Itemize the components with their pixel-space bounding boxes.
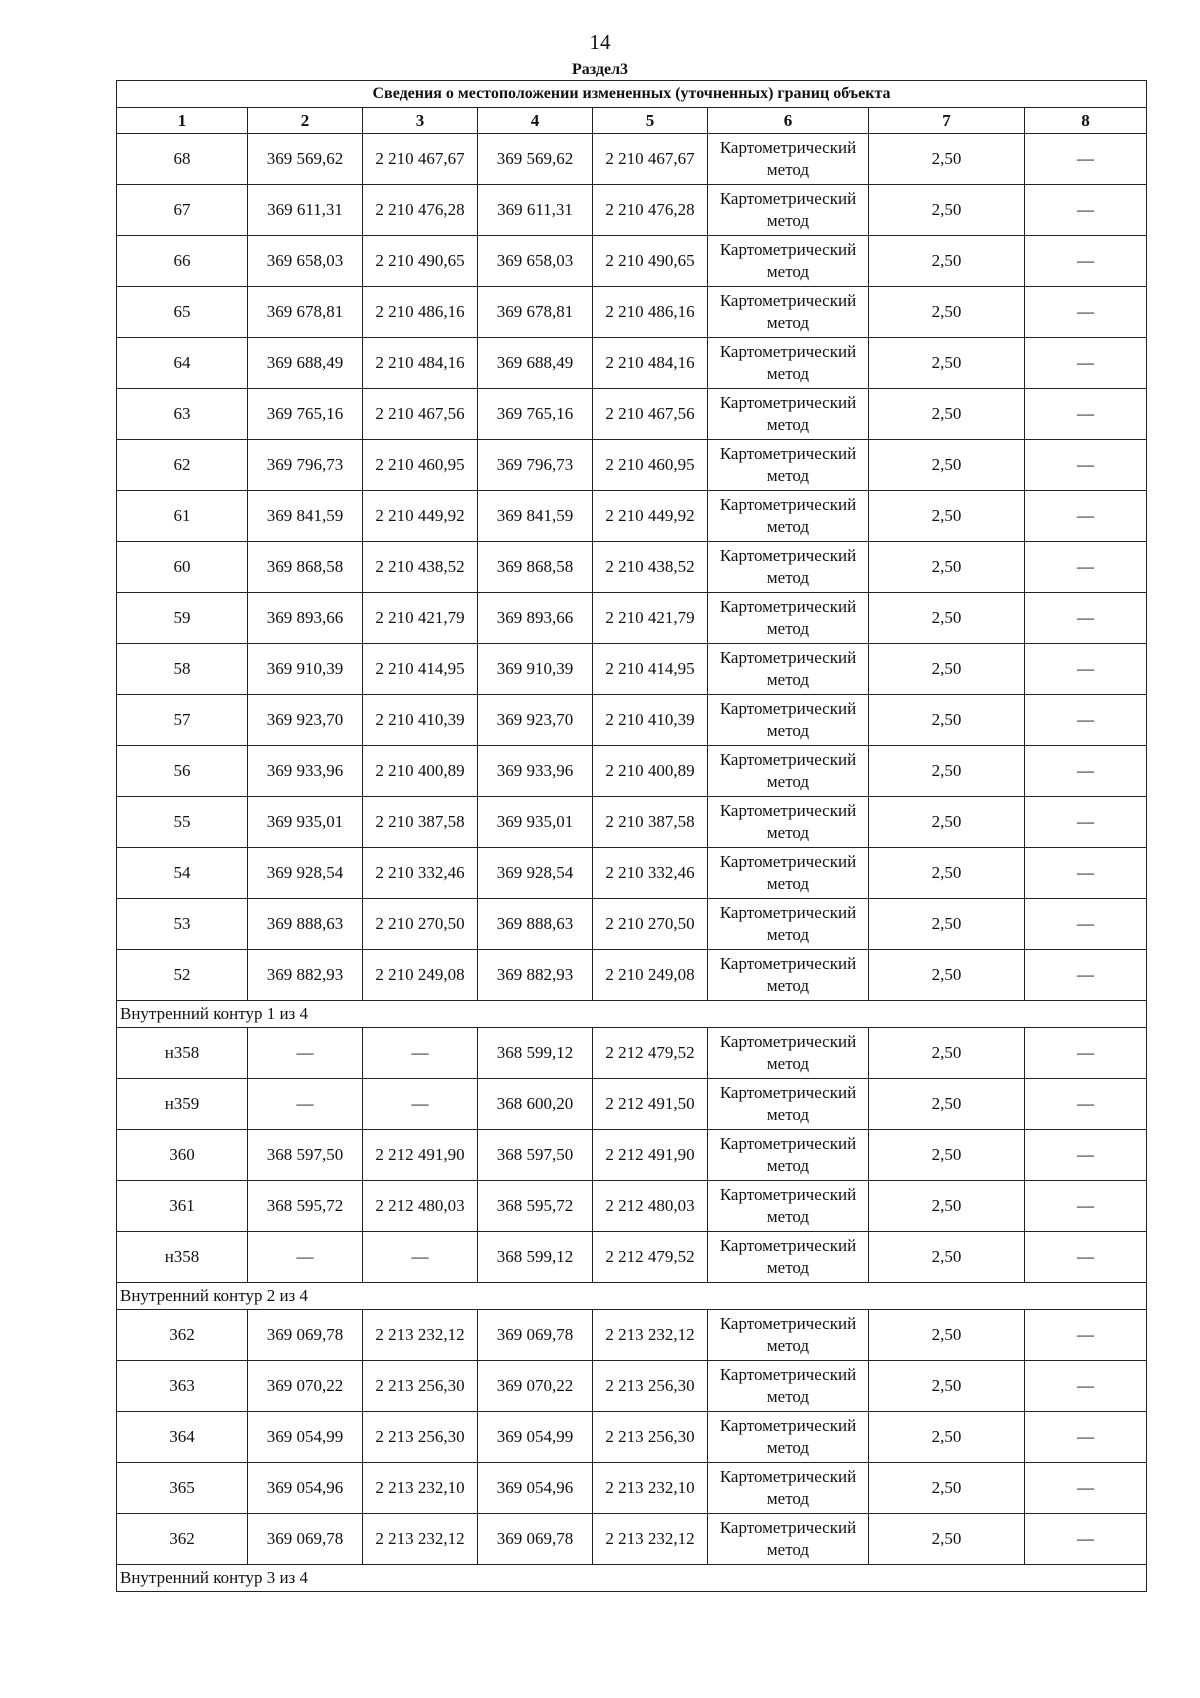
accuracy-cell: 2,50 bbox=[869, 1514, 1025, 1565]
new-y-cell: 2 212 491,50 bbox=[593, 1079, 708, 1130]
new-x-cell: 369 054,99 bbox=[478, 1412, 593, 1463]
contour-header-row bbox=[117, 1001, 1147, 1028]
new-x-cell: 368 595,72 bbox=[478, 1181, 593, 1232]
old-y-cell: 2 210 460,95 bbox=[363, 440, 478, 491]
method-cell: Картометрический метод bbox=[708, 134, 869, 185]
new-x-cell: 368 600,20 bbox=[478, 1079, 593, 1130]
new-x-cell: 368 599,12 bbox=[478, 1232, 593, 1283]
method-cell: Картометрический метод bbox=[708, 1181, 869, 1232]
new-x-cell: 368 597,50 bbox=[478, 1130, 593, 1181]
table-row bbox=[117, 440, 1147, 491]
point-number-cell: 362 bbox=[117, 1514, 248, 1565]
old-y-cell: 2 210 467,67 bbox=[363, 134, 478, 185]
description-cell: — bbox=[1025, 950, 1147, 1001]
new-x-cell: 369 882,93 bbox=[478, 950, 593, 1001]
description-cell: — bbox=[1025, 1310, 1147, 1361]
new-x-cell: 369 611,31 bbox=[478, 185, 593, 236]
description-cell: — bbox=[1025, 797, 1147, 848]
point-number-cell: 58 bbox=[117, 644, 248, 695]
description-cell: — bbox=[1025, 848, 1147, 899]
old-x-cell: 369 923,70 bbox=[248, 695, 363, 746]
method-cell: Картометрический метод bbox=[708, 1130, 869, 1181]
column-number-row bbox=[117, 108, 1147, 134]
table-row bbox=[117, 389, 1147, 440]
method-cell: Картометрический метод bbox=[708, 1310, 869, 1361]
table-row bbox=[117, 338, 1147, 389]
method-cell: Картометрический метод bbox=[708, 287, 869, 338]
new-y-cell: 2 210 414,95 bbox=[593, 644, 708, 695]
accuracy-cell: 2,50 bbox=[869, 1361, 1025, 1412]
new-x-cell: 369 069,78 bbox=[478, 1514, 593, 1565]
accuracy-cell: 2,50 bbox=[869, 1310, 1025, 1361]
table-row bbox=[117, 1181, 1147, 1232]
method-cell: Картометрический метод bbox=[708, 848, 869, 899]
old-y-cell: 2 213 256,30 bbox=[363, 1361, 478, 1412]
point-number-cell: 363 bbox=[117, 1361, 248, 1412]
method-cell: Картометрический метод bbox=[708, 338, 869, 389]
point-number-cell: н358 bbox=[117, 1232, 248, 1283]
new-y-cell: 2 210 467,56 bbox=[593, 389, 708, 440]
old-y-cell: 2 210 490,65 bbox=[363, 236, 478, 287]
accuracy-cell: 2,50 bbox=[869, 491, 1025, 542]
old-y-cell: 2 213 232,10 bbox=[363, 1463, 478, 1514]
method-cell: Картометрический метод bbox=[708, 950, 869, 1001]
new-x-cell: 369 888,63 bbox=[478, 899, 593, 950]
old-y-cell: 2 210 270,50 bbox=[363, 899, 478, 950]
description-cell: — bbox=[1025, 1412, 1147, 1463]
old-x-cell: 369 888,63 bbox=[248, 899, 363, 950]
description-cell: — bbox=[1025, 236, 1147, 287]
method-cell: Картометрический метод bbox=[708, 1079, 869, 1130]
table-row bbox=[117, 1130, 1147, 1181]
new-x-cell: 369 910,39 bbox=[478, 644, 593, 695]
contour-label: Внутренний контур 1 из 4 bbox=[117, 1001, 1147, 1028]
old-x-cell: 369 658,03 bbox=[248, 236, 363, 287]
old-x-cell: 369 765,16 bbox=[248, 389, 363, 440]
method-cell: Картометрический метод bbox=[708, 1412, 869, 1463]
table-row bbox=[117, 695, 1147, 746]
old-x-cell: 369 054,99 bbox=[248, 1412, 363, 1463]
old-x-cell: 368 597,50 bbox=[248, 1130, 363, 1181]
old-y-cell: 2 213 256,30 bbox=[363, 1412, 478, 1463]
old-x-cell: 369 611,31 bbox=[248, 185, 363, 236]
new-x-cell: 369 893,66 bbox=[478, 593, 593, 644]
accuracy-cell: 2,50 bbox=[869, 695, 1025, 746]
new-x-cell: 369 688,49 bbox=[478, 338, 593, 389]
old-x-cell: — bbox=[248, 1028, 363, 1079]
column-number: 7 bbox=[869, 108, 1025, 134]
method-cell: Картометрический метод bbox=[708, 389, 869, 440]
description-cell: — bbox=[1025, 491, 1147, 542]
description-cell: — bbox=[1025, 1079, 1147, 1130]
method-cell: Картометрический метод bbox=[708, 1463, 869, 1514]
method-cell: Картометрический метод bbox=[708, 185, 869, 236]
old-x-cell: 369 070,22 bbox=[248, 1361, 363, 1412]
old-x-cell: 369 054,96 bbox=[248, 1463, 363, 1514]
point-number-cell: н358 bbox=[117, 1028, 248, 1079]
contour-header-row bbox=[117, 1565, 1147, 1592]
description-cell: — bbox=[1025, 287, 1147, 338]
method-cell: Картометрический метод bbox=[708, 695, 869, 746]
page-number: 14 bbox=[589, 30, 611, 54]
method-cell: Картометрический метод bbox=[708, 440, 869, 491]
accuracy-cell: 2,50 bbox=[869, 338, 1025, 389]
method-cell: Картометрический метод bbox=[708, 593, 869, 644]
new-x-cell: 369 658,03 bbox=[478, 236, 593, 287]
old-x-cell: 369 928,54 bbox=[248, 848, 363, 899]
column-number: 3 bbox=[363, 108, 478, 134]
new-y-cell: 2 210 270,50 bbox=[593, 899, 708, 950]
accuracy-cell: 2,50 bbox=[869, 899, 1025, 950]
contour-label: Внутренний контур 2 из 4 bbox=[117, 1283, 1147, 1310]
new-x-cell: 369 928,54 bbox=[478, 848, 593, 899]
new-y-cell: 2 213 256,30 bbox=[593, 1361, 708, 1412]
column-number: 5 bbox=[593, 108, 708, 134]
new-y-cell: 2 210 387,58 bbox=[593, 797, 708, 848]
point-number-cell: н359 bbox=[117, 1079, 248, 1130]
accuracy-cell: 2,50 bbox=[869, 1412, 1025, 1463]
table-row bbox=[117, 1028, 1147, 1079]
old-y-cell: 2 210 410,39 bbox=[363, 695, 478, 746]
table-row bbox=[117, 1514, 1147, 1565]
table-row bbox=[117, 185, 1147, 236]
table-row bbox=[117, 1232, 1147, 1283]
table-row bbox=[117, 899, 1147, 950]
table-caption: Сведения о местоположении измененных (уточненных) границ объекта bbox=[117, 81, 1147, 108]
method-cell: Картометрический метод bbox=[708, 1361, 869, 1412]
description-cell: — bbox=[1025, 389, 1147, 440]
new-y-cell: 2 210 467,67 bbox=[593, 134, 708, 185]
accuracy-cell: 2,50 bbox=[869, 797, 1025, 848]
new-y-cell: 2 210 438,52 bbox=[593, 542, 708, 593]
old-y-cell: — bbox=[363, 1079, 478, 1130]
old-x-cell: 369 069,78 bbox=[248, 1310, 363, 1361]
method-cell: Картометрический метод bbox=[708, 542, 869, 593]
description-cell: — bbox=[1025, 185, 1147, 236]
description-cell: — bbox=[1025, 542, 1147, 593]
old-y-cell: — bbox=[363, 1232, 478, 1283]
accuracy-cell: 2,50 bbox=[869, 542, 1025, 593]
method-cell: Картометрический метод bbox=[708, 899, 869, 950]
new-x-cell: 369 935,01 bbox=[478, 797, 593, 848]
column-number: 1 bbox=[117, 108, 248, 134]
table-row bbox=[117, 287, 1147, 338]
column-number: 4 bbox=[478, 108, 593, 134]
accuracy-cell: 2,50 bbox=[869, 950, 1025, 1001]
point-number-cell: 56 bbox=[117, 746, 248, 797]
description-cell: — bbox=[1025, 899, 1147, 950]
accuracy-cell: 2,50 bbox=[869, 287, 1025, 338]
point-number-cell: 63 bbox=[117, 389, 248, 440]
point-number-cell: 67 bbox=[117, 185, 248, 236]
accuracy-cell: 2,50 bbox=[869, 389, 1025, 440]
old-y-cell: — bbox=[363, 1028, 478, 1079]
new-y-cell: 2 210 460,95 bbox=[593, 440, 708, 491]
point-number-cell: 60 bbox=[117, 542, 248, 593]
new-y-cell: 2 212 479,52 bbox=[593, 1028, 708, 1079]
table-caption-row bbox=[117, 81, 1147, 108]
old-x-cell: 369 893,66 bbox=[248, 593, 363, 644]
old-x-cell: 369 933,96 bbox=[248, 746, 363, 797]
new-x-cell: 369 868,58 bbox=[478, 542, 593, 593]
description-cell: — bbox=[1025, 1028, 1147, 1079]
point-number-cell: 68 bbox=[117, 134, 248, 185]
new-y-cell: 2 212 480,03 bbox=[593, 1181, 708, 1232]
table-row bbox=[117, 1412, 1147, 1463]
new-y-cell: 2 213 256,30 bbox=[593, 1412, 708, 1463]
table-row bbox=[117, 491, 1147, 542]
method-cell: Картометрический метод bbox=[708, 1514, 869, 1565]
table-row bbox=[117, 797, 1147, 848]
old-x-cell: 369 069,78 bbox=[248, 1514, 363, 1565]
new-y-cell: 2 213 232,12 bbox=[593, 1514, 708, 1565]
old-x-cell: 369 935,01 bbox=[248, 797, 363, 848]
old-y-cell: 2 210 332,46 bbox=[363, 848, 478, 899]
old-y-cell: 2 212 491,90 bbox=[363, 1130, 478, 1181]
description-cell: — bbox=[1025, 134, 1147, 185]
old-x-cell: 369 678,81 bbox=[248, 287, 363, 338]
old-y-cell: 2 212 480,03 bbox=[363, 1181, 478, 1232]
old-x-cell: 369 688,49 bbox=[248, 338, 363, 389]
new-y-cell: 2 210 486,16 bbox=[593, 287, 708, 338]
new-y-cell: 2 210 490,65 bbox=[593, 236, 708, 287]
point-number-cell: 59 bbox=[117, 593, 248, 644]
section-title: Раздел3 bbox=[571, 61, 629, 78]
description-cell: — bbox=[1025, 1181, 1147, 1232]
accuracy-cell: 2,50 bbox=[869, 1463, 1025, 1514]
point-number-cell: 362 bbox=[117, 1310, 248, 1361]
accuracy-cell: 2,50 bbox=[869, 1028, 1025, 1079]
point-number-cell: 62 bbox=[117, 440, 248, 491]
old-x-cell: 369 910,39 bbox=[248, 644, 363, 695]
table-row bbox=[117, 1310, 1147, 1361]
new-y-cell: 2 213 232,12 bbox=[593, 1310, 708, 1361]
old-y-cell: 2 210 414,95 bbox=[363, 644, 478, 695]
table-row bbox=[117, 1463, 1147, 1514]
description-cell: — bbox=[1025, 593, 1147, 644]
old-y-cell: 2 210 438,52 bbox=[363, 542, 478, 593]
description-cell: — bbox=[1025, 1130, 1147, 1181]
table-body bbox=[117, 81, 1147, 1592]
old-y-cell: 2 210 421,79 bbox=[363, 593, 478, 644]
point-number-cell: 52 bbox=[117, 950, 248, 1001]
point-number-cell: 61 bbox=[117, 491, 248, 542]
old-y-cell: 2 210 387,58 bbox=[363, 797, 478, 848]
new-x-cell: 369 569,62 bbox=[478, 134, 593, 185]
table-row bbox=[117, 1079, 1147, 1130]
old-y-cell: 2 210 467,56 bbox=[363, 389, 478, 440]
old-y-cell: 2 210 476,28 bbox=[363, 185, 478, 236]
accuracy-cell: 2,50 bbox=[869, 440, 1025, 491]
method-cell: Картометрический метод bbox=[708, 746, 869, 797]
method-cell: Картометрический метод bbox=[708, 797, 869, 848]
new-x-cell: 369 765,16 bbox=[478, 389, 593, 440]
old-x-cell: 369 569,62 bbox=[248, 134, 363, 185]
accuracy-cell: 2,50 bbox=[869, 1130, 1025, 1181]
new-y-cell: 2 210 410,39 bbox=[593, 695, 708, 746]
description-cell: — bbox=[1025, 644, 1147, 695]
old-y-cell: 2 213 232,12 bbox=[363, 1514, 478, 1565]
table-row bbox=[117, 1361, 1147, 1412]
boundary-points-table bbox=[116, 80, 1147, 1592]
old-y-cell: 2 210 400,89 bbox=[363, 746, 478, 797]
new-x-cell: 368 599,12 bbox=[478, 1028, 593, 1079]
new-y-cell: 2 210 332,46 bbox=[593, 848, 708, 899]
accuracy-cell: 2,50 bbox=[869, 593, 1025, 644]
method-cell: Картометрический метод bbox=[708, 1028, 869, 1079]
description-cell: — bbox=[1025, 695, 1147, 746]
table-row bbox=[117, 644, 1147, 695]
new-y-cell: 2 210 400,89 bbox=[593, 746, 708, 797]
old-x-cell: — bbox=[248, 1232, 363, 1283]
new-y-cell: 2 210 249,08 bbox=[593, 950, 708, 1001]
old-x-cell: 369 796,73 bbox=[248, 440, 363, 491]
table-row bbox=[117, 593, 1147, 644]
new-y-cell: 2 212 491,90 bbox=[593, 1130, 708, 1181]
table-row bbox=[117, 134, 1147, 185]
table-row bbox=[117, 746, 1147, 797]
new-x-cell: 369 069,78 bbox=[478, 1310, 593, 1361]
new-x-cell: 369 923,70 bbox=[478, 695, 593, 746]
accuracy-cell: 2,50 bbox=[869, 644, 1025, 695]
new-x-cell: 369 933,96 bbox=[478, 746, 593, 797]
description-cell: — bbox=[1025, 1232, 1147, 1283]
accuracy-cell: 2,50 bbox=[869, 1079, 1025, 1130]
new-y-cell: 2 213 232,10 bbox=[593, 1463, 708, 1514]
description-cell: — bbox=[1025, 338, 1147, 389]
point-number-cell: 365 bbox=[117, 1463, 248, 1514]
new-x-cell: 369 070,22 bbox=[478, 1361, 593, 1412]
accuracy-cell: 2,50 bbox=[869, 185, 1025, 236]
column-number: 2 bbox=[248, 108, 363, 134]
new-y-cell: 2 210 449,92 bbox=[593, 491, 708, 542]
new-x-cell: 369 841,59 bbox=[478, 491, 593, 542]
new-y-cell: 2 212 479,52 bbox=[593, 1232, 708, 1283]
column-number: 6 bbox=[708, 108, 869, 134]
point-number-cell: 360 bbox=[117, 1130, 248, 1181]
point-number-cell: 54 bbox=[117, 848, 248, 899]
description-cell: — bbox=[1025, 1361, 1147, 1412]
point-number-cell: 64 bbox=[117, 338, 248, 389]
old-x-cell: 368 595,72 bbox=[248, 1181, 363, 1232]
new-y-cell: 2 210 484,16 bbox=[593, 338, 708, 389]
old-x-cell: 369 841,59 bbox=[248, 491, 363, 542]
accuracy-cell: 2,50 bbox=[869, 1181, 1025, 1232]
point-number-cell: 55 bbox=[117, 797, 248, 848]
point-number-cell: 65 bbox=[117, 287, 248, 338]
accuracy-cell: 2,50 bbox=[869, 848, 1025, 899]
description-cell: — bbox=[1025, 1514, 1147, 1565]
old-x-cell: 369 882,93 bbox=[248, 950, 363, 1001]
description-cell: — bbox=[1025, 1463, 1147, 1514]
new-y-cell: 2 210 476,28 bbox=[593, 185, 708, 236]
contour-header-row bbox=[117, 1283, 1147, 1310]
old-y-cell: 2 210 484,16 bbox=[363, 338, 478, 389]
description-cell: — bbox=[1025, 440, 1147, 491]
old-y-cell: 2 213 232,12 bbox=[363, 1310, 478, 1361]
method-cell: Картометрический метод bbox=[708, 491, 869, 542]
table-row bbox=[117, 848, 1147, 899]
table-row bbox=[117, 236, 1147, 287]
new-x-cell: 369 796,73 bbox=[478, 440, 593, 491]
point-number-cell: 364 bbox=[117, 1412, 248, 1463]
new-x-cell: 369 678,81 bbox=[478, 287, 593, 338]
method-cell: Картометрический метод bbox=[708, 236, 869, 287]
point-number-cell: 361 bbox=[117, 1181, 248, 1232]
contour-label: Внутренний контур 3 из 4 bbox=[117, 1565, 1147, 1592]
point-number-cell: 53 bbox=[117, 899, 248, 950]
point-number-cell: 66 bbox=[117, 236, 248, 287]
point-number-cell: 57 bbox=[117, 695, 248, 746]
old-y-cell: 2 210 249,08 bbox=[363, 950, 478, 1001]
old-y-cell: 2 210 486,16 bbox=[363, 287, 478, 338]
accuracy-cell: 2,50 bbox=[869, 134, 1025, 185]
accuracy-cell: 2,50 bbox=[869, 746, 1025, 797]
accuracy-cell: 2,50 bbox=[869, 1232, 1025, 1283]
new-x-cell: 369 054,96 bbox=[478, 1463, 593, 1514]
table-row bbox=[117, 950, 1147, 1001]
table-row bbox=[117, 542, 1147, 593]
description-cell: — bbox=[1025, 746, 1147, 797]
accuracy-cell: 2,50 bbox=[869, 236, 1025, 287]
old-x-cell: — bbox=[248, 1079, 363, 1130]
new-y-cell: 2 210 421,79 bbox=[593, 593, 708, 644]
column-number: 8 bbox=[1025, 108, 1147, 134]
old-y-cell: 2 210 449,92 bbox=[363, 491, 478, 542]
method-cell: Картометрический метод bbox=[708, 1232, 869, 1283]
method-cell: Картометрический метод bbox=[708, 644, 869, 695]
old-x-cell: 369 868,58 bbox=[248, 542, 363, 593]
